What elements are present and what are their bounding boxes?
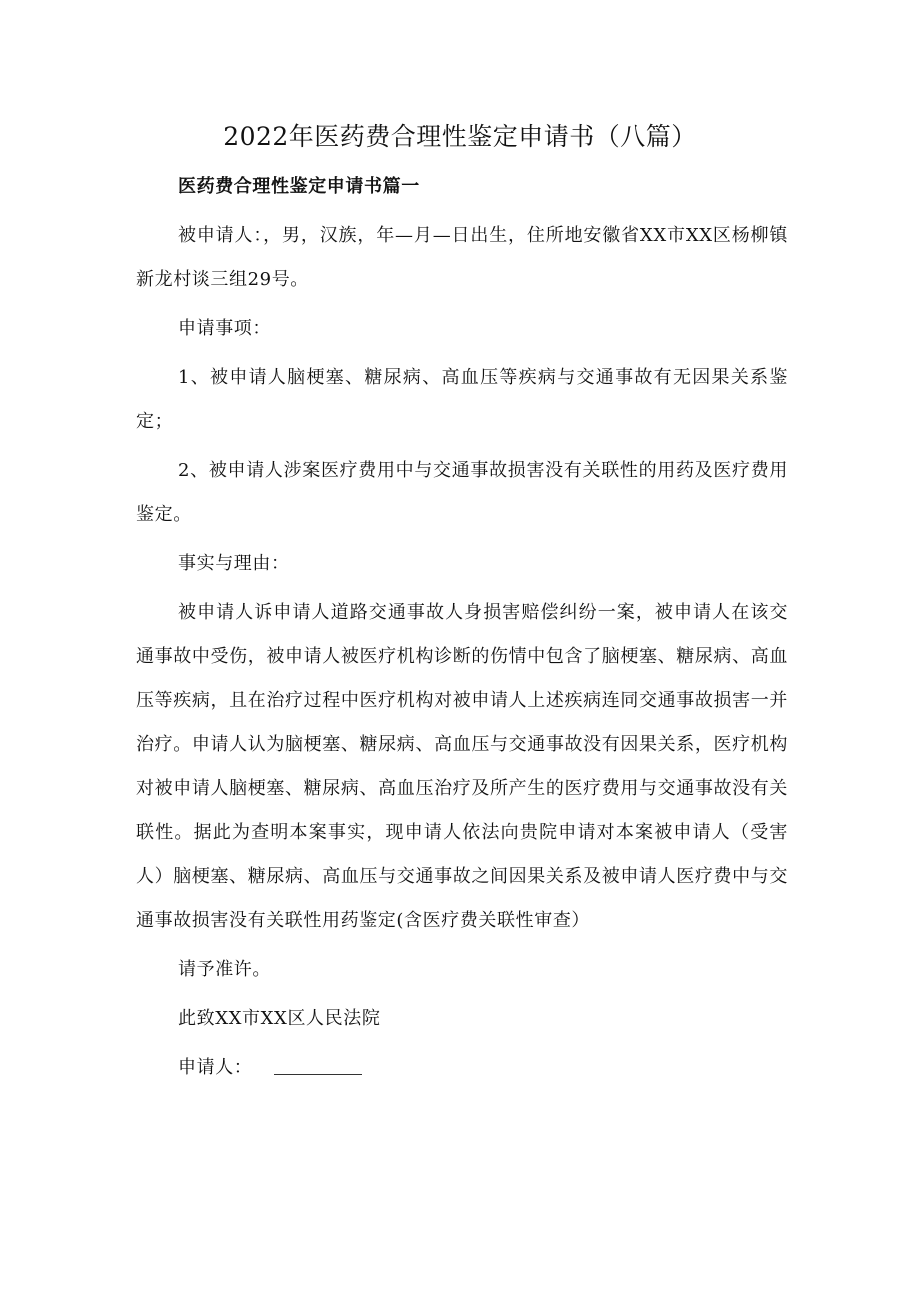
request-item-1: 1、被申请人脑梗塞、糖尿病、高血压等疾病与交通事故有无因果关系鉴定；	[136, 367, 788, 432]
document-title: 2022年医药费合理性鉴定申请书（八篇）	[223, 122, 697, 151]
facts-paragraph: 被申请人诉申请人道路交通事故人身损害赔偿纠纷一案，被申请人在该交通事故中受伤，被申请人被医疗机构诊断的伤情中包含了脑梗塞、糖尿病、高血压等疾病，且在治疗过程中医疗机构对被申请人上述疾病连同交通事故损害一并治疗。申请人认为脑梗塞、糖尿病、高血压与交通事故没有因果关系，医疗机构对被申请人脑梗塞、糖尿病、高血压治疗及所产生的医疗费用与交通事故没有关联性。据此为查明本案事实，现申请人依法向贵院申请对本案被申请人（受害人）脑梗塞、糖尿病、高血压与交通事故之间因果关系及被申请人医疗费中与交通事故损害没有关联性用药鉴定(含医疗费关联性审查）	[136, 602, 788, 931]
respondent-paragraph: 被申请人：，男，汉族，年—月—日出生，住所地安徽省XX市XX区杨柳镇新龙村谈三组29号。	[136, 225, 788, 290]
section-heading: 医药费合理性鉴定申请书篇一	[178, 176, 420, 197]
request-item-2: 2、被申请人涉案医疗费用中与交通事故损害没有关联性的用药及医疗费用鉴定。	[136, 460, 788, 525]
applicant-line	[136, 1046, 788, 1090]
signature-blank-line	[274, 1054, 362, 1075]
addressee-line: 此致XX市XX区人民法院	[178, 1008, 381, 1029]
closing-request: 请予准许。	[178, 959, 271, 980]
applicant-label: 申请人：	[178, 1057, 253, 1078]
request-items-label: 申请事项：	[178, 318, 271, 339]
facts-label: 事实与理由：	[178, 553, 290, 574]
document-body	[136, 165, 788, 1090]
